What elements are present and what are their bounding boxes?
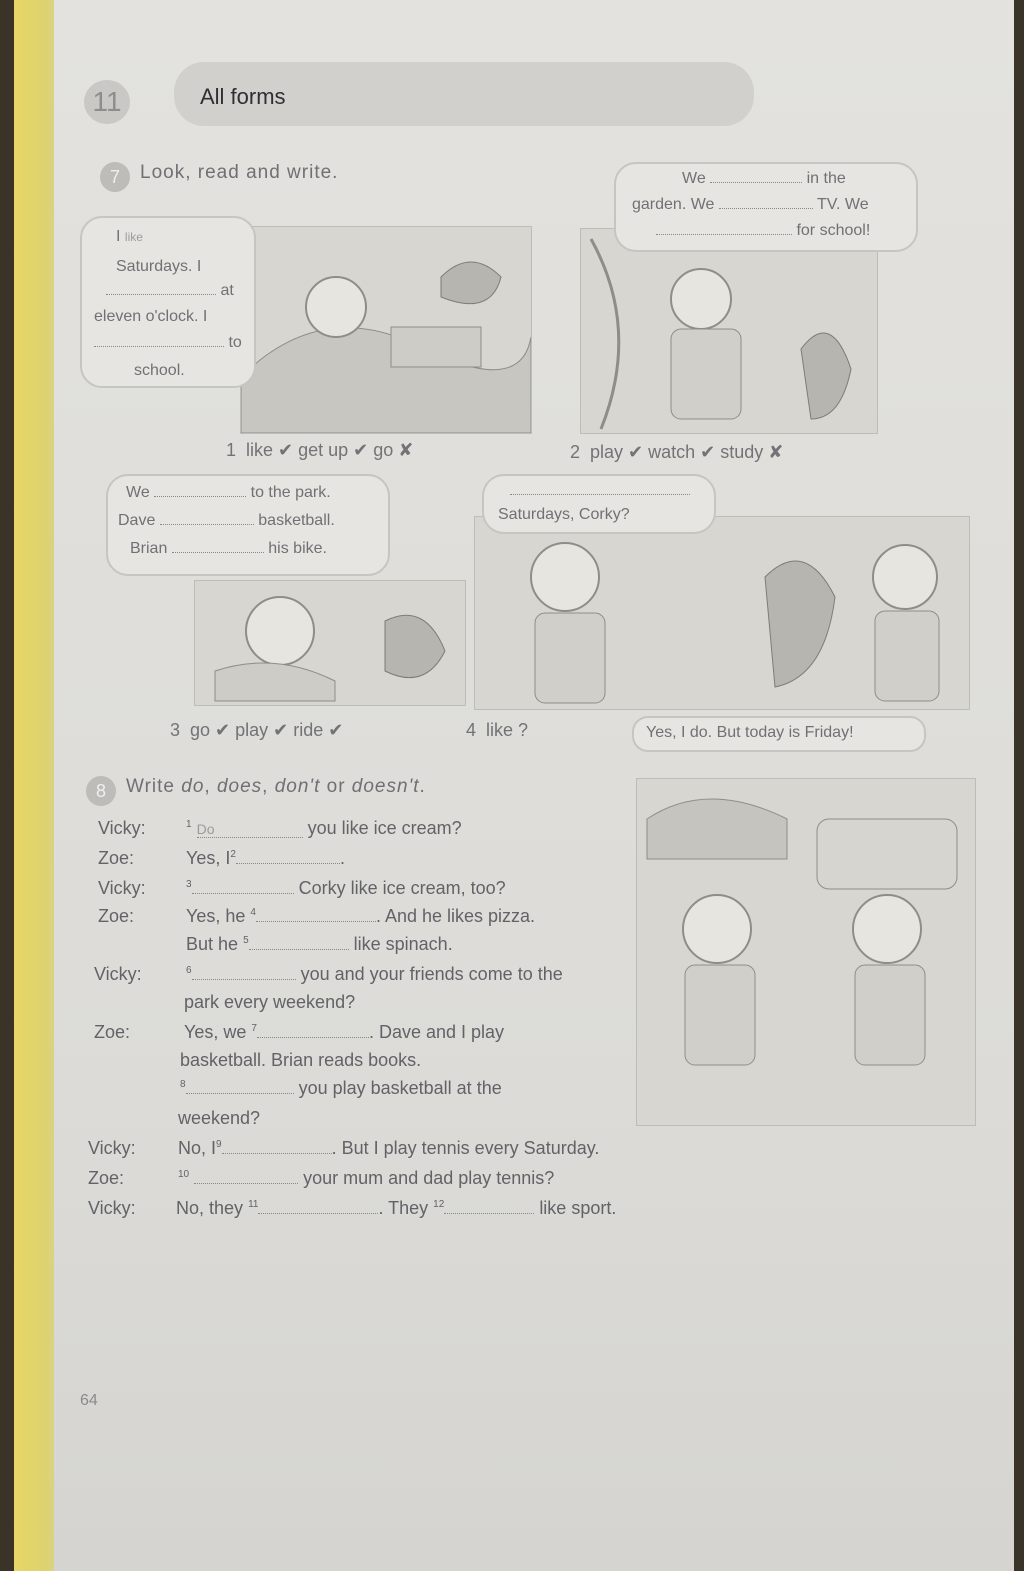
bubble-2-text-3: garden. We bbox=[632, 196, 715, 213]
line-text: your mum and dad play tennis? bbox=[303, 1168, 555, 1188]
speaker-label: Vicky: bbox=[88, 1138, 136, 1158]
picture-1-girl-in-bed bbox=[240, 226, 532, 434]
line-text: Yes, he bbox=[186, 906, 246, 926]
instruction-word-doesnt: doesn't bbox=[351, 776, 420, 797]
speech-bubble-2 bbox=[614, 162, 918, 252]
gap-number: 2 bbox=[230, 849, 236, 860]
gap-number: 5 bbox=[243, 935, 249, 946]
instruction-word-dont: don't bbox=[274, 776, 321, 797]
instruction-part: , bbox=[204, 776, 217, 797]
cue-1 bbox=[226, 440, 413, 461]
speaker-label: Zoe: bbox=[88, 1168, 125, 1188]
cue-2-text: play ✔ watch ✔ study ✘ bbox=[590, 442, 784, 462]
gap-number: 3 bbox=[186, 879, 192, 890]
gap-number: 9 bbox=[216, 1139, 222, 1150]
line-text: Yes, I bbox=[186, 848, 231, 868]
blank-line bbox=[257, 1037, 369, 1038]
line-text: . But I play tennis every Saturday. bbox=[331, 1138, 600, 1158]
line-text: like sport. bbox=[539, 1198, 617, 1218]
instruction-part: , bbox=[262, 776, 275, 797]
speech-bubble-5 bbox=[632, 716, 926, 752]
bubble-1-text-3: at bbox=[220, 282, 234, 299]
speech-bubble-3 bbox=[106, 474, 390, 576]
gap-number: 7 bbox=[251, 1023, 257, 1034]
exercise-8-instruction bbox=[126, 776, 426, 798]
exercise-7-instruction: Look, read and write. bbox=[140, 162, 339, 183]
dialogue bbox=[54, 812, 654, 1232]
blank-line bbox=[160, 524, 254, 525]
bubble-2-text-1: We bbox=[682, 170, 706, 187]
cue-4 bbox=[466, 720, 528, 741]
blank-line bbox=[710, 182, 802, 183]
unit-number: 11 bbox=[84, 80, 130, 124]
picture-2-girl-brushing-hair bbox=[580, 228, 878, 434]
line-text: . bbox=[339, 848, 345, 868]
speaker-label: Zoe: bbox=[98, 848, 135, 868]
exercise-8-number: 8 bbox=[86, 776, 116, 806]
blank-line bbox=[154, 496, 246, 497]
cue-3-number: 3 bbox=[170, 720, 181, 740]
blank-line bbox=[94, 346, 224, 347]
blank-line bbox=[249, 949, 349, 950]
example-answer: Do bbox=[197, 821, 303, 838]
blank-line bbox=[186, 1093, 294, 1094]
instruction-word-does: does bbox=[216, 776, 263, 797]
bubble-3-text-4: basketball. bbox=[258, 512, 335, 529]
line-text: you play basketball at the bbox=[298, 1078, 502, 1098]
line-text: No, I bbox=[178, 1138, 217, 1158]
speech-bubble-1 bbox=[80, 216, 256, 388]
bubble-3-text-1: We bbox=[126, 484, 150, 501]
bubble-1-example-answer: like bbox=[124, 230, 143, 244]
cue-3-text: go ✔ play ✔ ride ✔ bbox=[190, 720, 344, 740]
blank-line bbox=[194, 1183, 298, 1184]
line-text: Corky like ice cream, too? bbox=[298, 878, 506, 898]
blank-line bbox=[236, 863, 340, 864]
cue-3 bbox=[170, 720, 343, 741]
exercise-7-number: 7 bbox=[100, 162, 130, 192]
gap-number: 4 bbox=[250, 907, 256, 918]
bubble-3-text-2: to the park. bbox=[250, 484, 331, 501]
page-sheet bbox=[54, 0, 1014, 1571]
bubble-3-text-3: Dave bbox=[118, 512, 156, 529]
bubble-2-text-4: TV. We bbox=[817, 196, 869, 213]
blank-line bbox=[656, 234, 792, 235]
cue-1-text: like ✔ get up ✔ go ✘ bbox=[246, 440, 414, 460]
speech-bubble-4 bbox=[482, 474, 716, 534]
bubble-1-text-6: school. bbox=[134, 362, 185, 379]
line-text: . And he likes pizza. bbox=[375, 906, 536, 926]
cue-4-number: 4 bbox=[466, 720, 477, 740]
cue-1-number: 1 bbox=[226, 440, 237, 460]
blank-line bbox=[444, 1213, 534, 1214]
bubble-3-text-5: Brian bbox=[130, 540, 168, 557]
line-text: weekend? bbox=[178, 1108, 261, 1128]
page-number: 64 bbox=[80, 1392, 98, 1409]
picture-3-boy-with-parrot bbox=[194, 580, 466, 706]
instruction-part: . bbox=[419, 776, 426, 797]
picture-4-girl-toothbrush-parrot bbox=[474, 516, 970, 710]
instruction-part: Write bbox=[126, 776, 182, 797]
speaker-label: Vicky: bbox=[98, 818, 146, 838]
instruction-part: or bbox=[320, 776, 352, 797]
gap-number: 1 bbox=[186, 819, 192, 830]
blank-line bbox=[192, 893, 294, 894]
gap-number: 6 bbox=[186, 965, 192, 976]
speaker-label: Zoe: bbox=[98, 906, 135, 926]
gap-number: 10 bbox=[178, 1169, 190, 1180]
bubble-1-text-4: eleven o'clock. I bbox=[94, 308, 208, 325]
line-text: park every weekend? bbox=[184, 992, 356, 1012]
line-text: you like ice cream? bbox=[307, 818, 462, 838]
line-text: Yes, we bbox=[184, 1022, 247, 1042]
blank-line bbox=[172, 552, 264, 553]
line-text: . Dave and I play bbox=[368, 1022, 505, 1042]
line-text: like spinach. bbox=[353, 934, 453, 954]
line-text: basketball. Brian reads books. bbox=[180, 1050, 422, 1070]
page-title: All forms bbox=[200, 84, 286, 109]
blank-line bbox=[258, 1213, 378, 1214]
instruction-word-do: do bbox=[181, 776, 205, 797]
blank-line bbox=[256, 921, 376, 922]
speaker-label: Vicky: bbox=[88, 1198, 136, 1218]
bubble-1-text-2: Saturdays. I bbox=[116, 258, 202, 275]
line-text: But he bbox=[186, 934, 239, 954]
cue-2-number: 2 bbox=[570, 442, 581, 462]
bubble-3-text-6: his bike. bbox=[268, 540, 327, 557]
workbook-page bbox=[14, 0, 1014, 1571]
speaker-label: Vicky: bbox=[98, 878, 146, 898]
blank-line bbox=[222, 1153, 332, 1154]
speaker-label: Vicky: bbox=[94, 964, 142, 984]
line-text: . They bbox=[378, 1198, 429, 1218]
bubble-2-text-2: in the bbox=[806, 170, 846, 187]
gap-number: 12 bbox=[433, 1199, 445, 1210]
cue-2 bbox=[570, 442, 783, 463]
blank-line bbox=[719, 208, 813, 209]
cue-4-text: like ? bbox=[486, 720, 529, 740]
picture-5-two-girls-talking bbox=[636, 778, 976, 1126]
bubble-2-text-5: for school! bbox=[796, 222, 871, 239]
speaker-label: Zoe: bbox=[94, 1022, 131, 1042]
line-text: you and your friends come to the bbox=[300, 964, 563, 984]
blank-line bbox=[106, 294, 216, 295]
bubble-1-text-5: to bbox=[228, 334, 242, 351]
bubble-4-text: Saturdays, Corky? bbox=[498, 506, 630, 523]
gap-number: 8 bbox=[180, 1079, 186, 1090]
blank-line bbox=[510, 494, 690, 495]
bubble-5-text: Yes, I do. But today is Friday! bbox=[646, 724, 854, 741]
blank-line bbox=[192, 979, 296, 980]
gap-number: 11 bbox=[248, 1199, 259, 1210]
bubble-1-text-1: I bbox=[116, 228, 121, 245]
line-text: No, they bbox=[176, 1198, 244, 1218]
